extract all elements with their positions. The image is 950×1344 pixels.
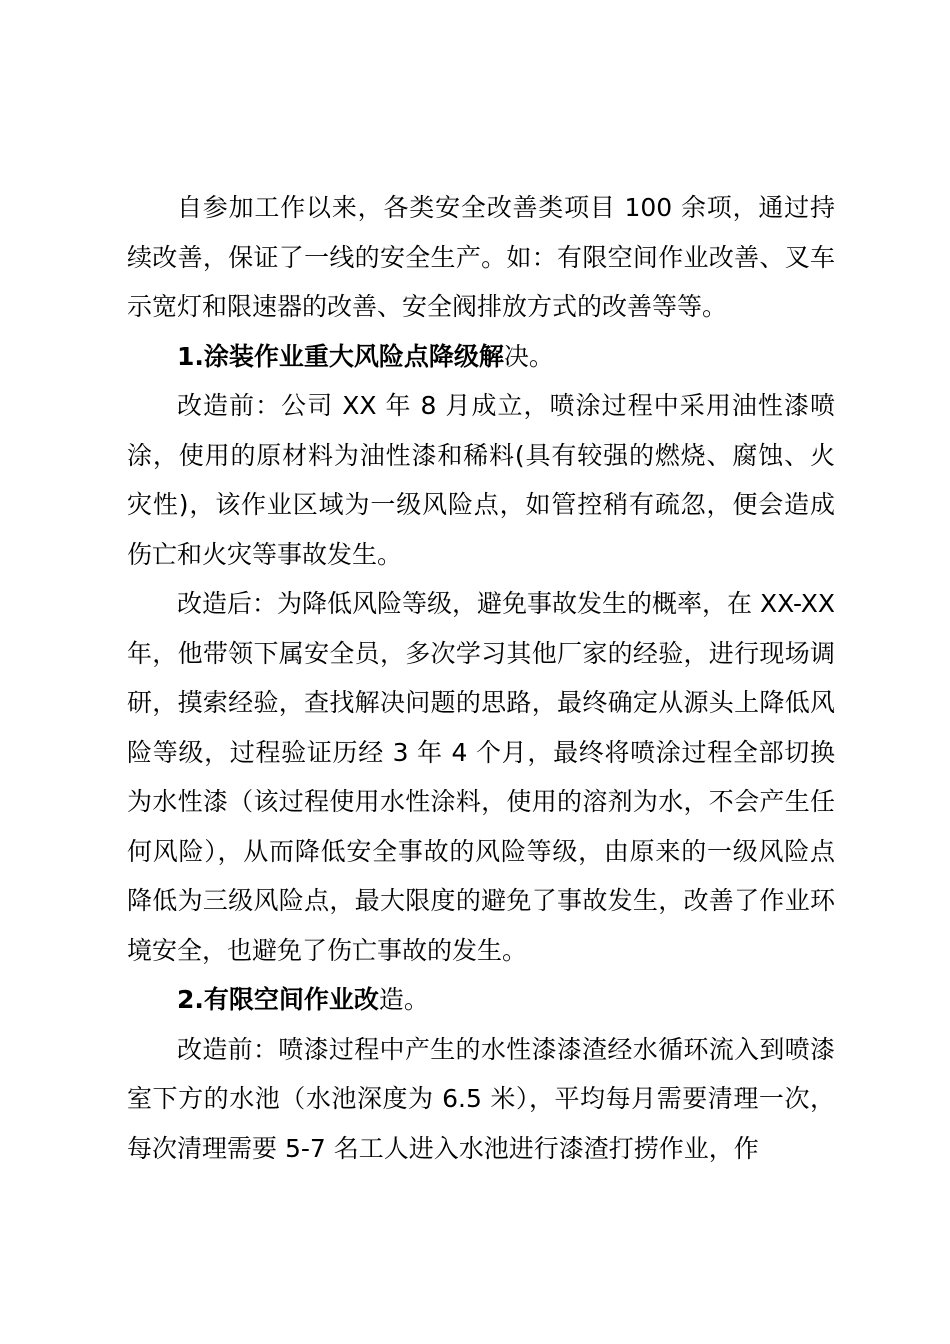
heading-confined-space — [127, 975, 835, 1025]
heading-confined-space-bold: 2.有限空间作业改 — [177, 985, 379, 1014]
heading-confined-space-tail: 造。 — [378, 985, 429, 1014]
heading-paint-risk-downgrade — [127, 332, 835, 382]
paragraph-confined-before: 改造前：喷漆过程中产生的水性漆漆渣经水循环流入到喷漆室下方的水池（水池深度为 6.5 米），平均每月需要清理一次，每次清理需要 5-7 名工人进入水池进行漆渣打捞作业，作 — [127, 1034, 835, 1163]
paragraph-intro: 自参加工作以来，各类安全改善类项目 100 余项，通过持续改善，保证了一线的安全生产。如：有限空间作业改善、叉车示宽灯和限速器的改善、安全阀排放方式的改善等等。 — [127, 193, 835, 321]
paragraph-paint-after: 改造后：为降低风险等级，避免事故发生的概率，在 XX-XX 年，他带领下属安全员，多次学习其他厂家的经验，进行现场调研，摸索经验，查找解决问题的思路，最终确定从源头上降低风险等级，过程验证历经 3 年 4 个月，最终将喷涂过程全部切换为水性漆（该过程使用水性涂料，使用的溶剂为水，不会产生任何风险），从而降低安全事故的风险等级，由原来的一级风险点降低为三级风险点，最大限度的避免了事故发生，改善了作业环境安全，也避免了伤亡事故的发生。 — [127, 589, 835, 965]
paragraph-paint-before: 改造前：公司 XX 年 8 月成立，喷涂过程中采用油性漆喷涂，使用的原材料为油性漆和稀料(具有较强的燃烧、腐蚀、火灾性)，该作业区域为一级风险点，如管控稍有疏忽，便会造成伤亡和火灾等事故发生。 — [127, 391, 835, 569]
document-body — [127, 183, 835, 1173]
heading-paint-risk-bold: 1.涂装作业重大风险点降级解 — [177, 341, 504, 371]
heading-paint-risk-tail: 决。 — [503, 341, 554, 371]
